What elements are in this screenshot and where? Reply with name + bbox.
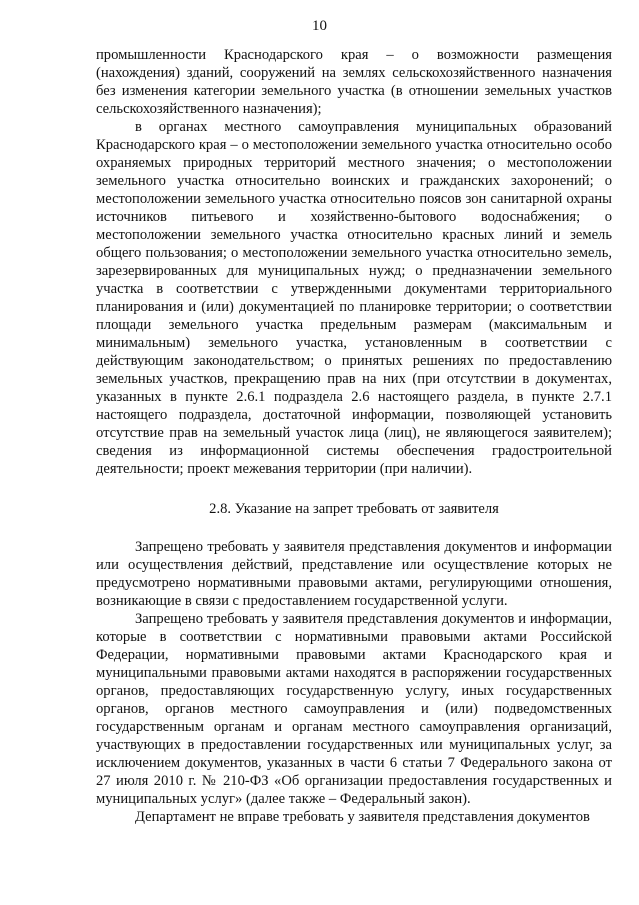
section-heading-2-8: 2.8. Указание на запрет требовать от заявителя — [209, 501, 499, 517]
paragraph-department-restriction: Департамент не вправе требовать у заявителя представления документов — [135, 809, 590, 825]
page-number: 10 — [312, 18, 327, 34]
paragraph-prohibition-documents: Запрещено требовать у заявителя представления документов и информации, которые в соответствии с нормативными правовыми актами Российской Федерации, нормативными правовыми актами Краснодарского края и муниципальными правовыми актами находятся в распоряжении государственных органов, предоставляющих государственную услугу, иных государственных органов, органов местного самоуправления и (или) подведомственных государственным органам и органам местного самоуправления организаций, участвующих в предоставлении государственных или муниципальных услуг, за исключением документов, указанных в части 6 статьи 7 Федерального закона от 27 июля 2010 г. № 210-ФЗ «Об организации предоставления государственных и муниципальных услуг» (далее также – Федеральный закон). — [96, 611, 612, 807]
document-body — [96, 46, 612, 826]
paragraph-prohibition-actions: Запрещено требовать у заявителя представления документов и информации или осуществления действий, представление или осуществление которых не предусмотрено нормативными правовыми актами, регулирующими отношения, возникающие в связи с предоставлением государственной услуги. — [96, 539, 612, 609]
paragraph-ministry-info: промышленности Краснодарского края – о возможности размещения (нахождения) зданий, сооружений на землях сельскохозяйственного назначения без изменения категории земельного участка (в отношении земельных участков сельскохозяйственного назначения); — [96, 47, 612, 117]
paragraph-local-government-info: в органах местного самоуправления муниципальных образований Краснодарского края – о местоположении земельного участка относительно особо охраняемых природных территорий местного значения; о местоположении земельного участка относительно воинских и гражданских захоронений; о местоположении земельного участка относительно поясов зон санитарной охраны источников питьевого и хозяйственно-бытового водоснабжения; о местоположении земельного участка относительно красных линий и земель общего пользования; о местоположении земельного участка относительно земель, зарезервированных для муниципальных нужд; о предназначении земельного участка в соответствии с утвержденными документами территориального планирования и (или) документацией по планировке территории; о соответствии площади земельного участка предельным размерам (максимальным и минимальным) земельного участка, установленным в соответствии с действующим законодательством; о принятых решениях по предоставлению земельных участков, прекращению прав на них (при отсутствии в документах, указанных в пункте 2.6.1 подраздела 2.6 настоящего раздела, в пункте 2.7.1 настоящего подраздела, достаточной информации, позволяющей установить отсутствие прав на земельный участок лица (лиц), не являющегося заявителем); сведения из информационной системы обеспечения градостроительной деятельности; проект межевания территории (при наличии). — [96, 119, 612, 477]
